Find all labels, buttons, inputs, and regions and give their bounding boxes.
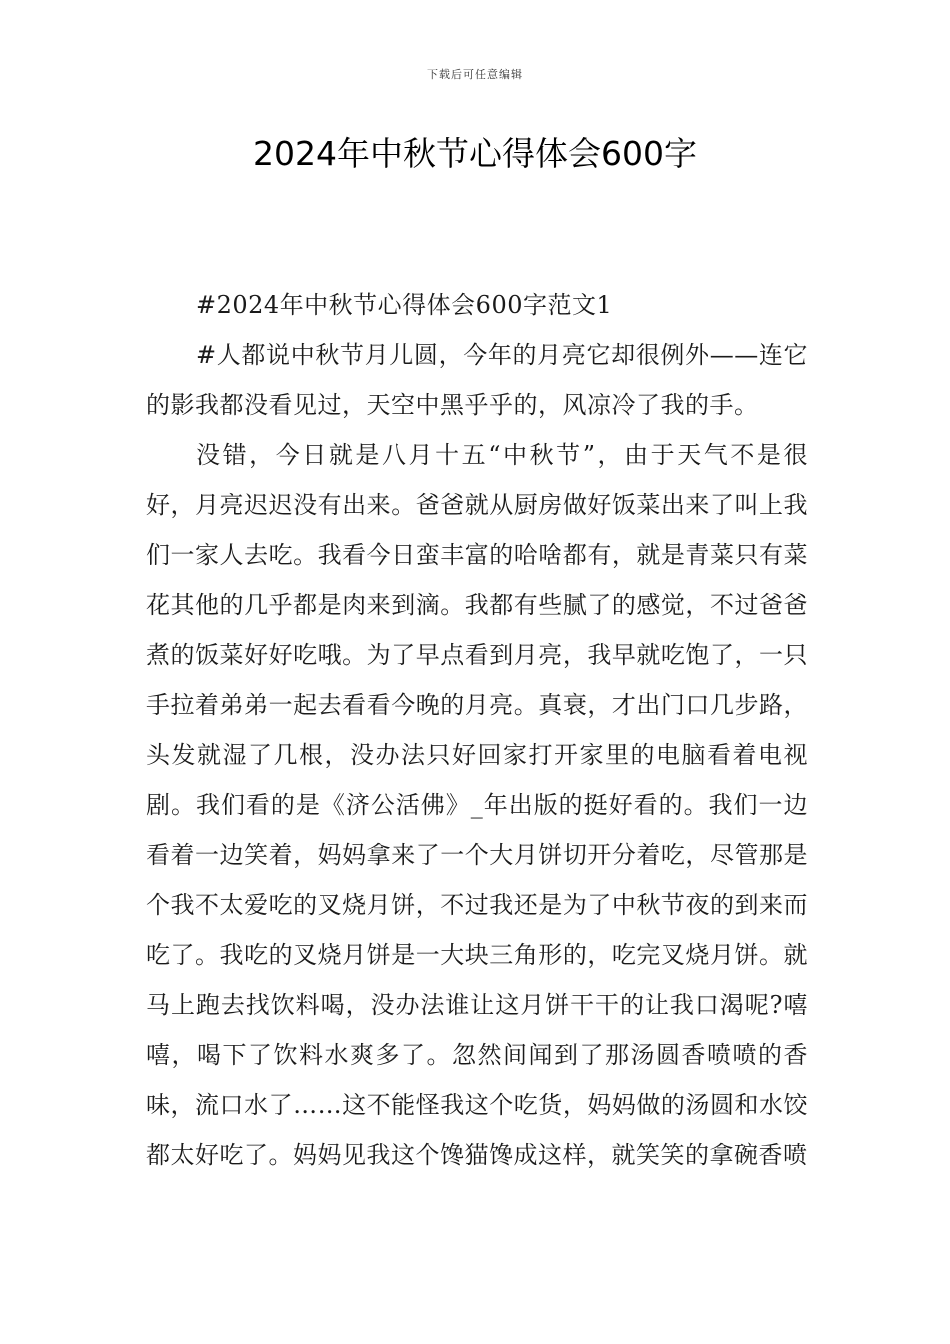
document-body: [146, 280, 808, 1180]
paragraph-2: 没错，今日就是八月十五“中秋节”，由于天气不是很好，月亮迟迟没有出来。爸爸就从厨房做好饭菜出来了叫上我们一家人去吃。我看今日蛮丰富的哈啥都有，就是青菜只有菜花其他的几乎都是肉来到滴。我都有些腻了的感觉，不过爸爸煮的饭菜好好吃哦。为了早点看到月亮，我早就吃饱了，一只手拉着弟弟一起去看看今晚的月亮。真衰，才出门口几步路，头发就湿了几根，没办法只好回家打开家里的电脑看着电视剧。我们看的是《济公活佛》_年出版的挺好看的。我们一边看着一边笑着，妈妈拿来了一个大月饼切开分着吃，尽管那是个我不太爱吃的叉烧月饼，不过我还是为了中秋节夜的到来而吃了。我吃的叉烧月饼是一大块三角形的，吃完叉烧月饼。就马上跑去找饮料喝，没办法谁让这月饼干干的让我口渴呢?嘻嘻，喝下了饮料水爽多了。忽然间闻到了那汤圆香喷喷的香味，流口水了……这不能怪我这个吃货，妈妈做的汤圆和水饺都太好吃了。妈妈见我这个馋猫馋成这样，就笑笑的拿碗香喷: [146, 441, 808, 1169]
paragraph-1: #人都说中秋节月儿圆，今年的月亮它却很例外——连它的影我都没看见过，天空中黑乎乎的，风凉冷了我的手。: [146, 341, 808, 419]
document-title: 2024年中秋节心得体会600字: [253, 134, 697, 173]
header-note: 下载后可任意编辑: [427, 68, 523, 81]
section-heading: #2024年中秋节心得体会600字范文1: [196, 291, 613, 319]
